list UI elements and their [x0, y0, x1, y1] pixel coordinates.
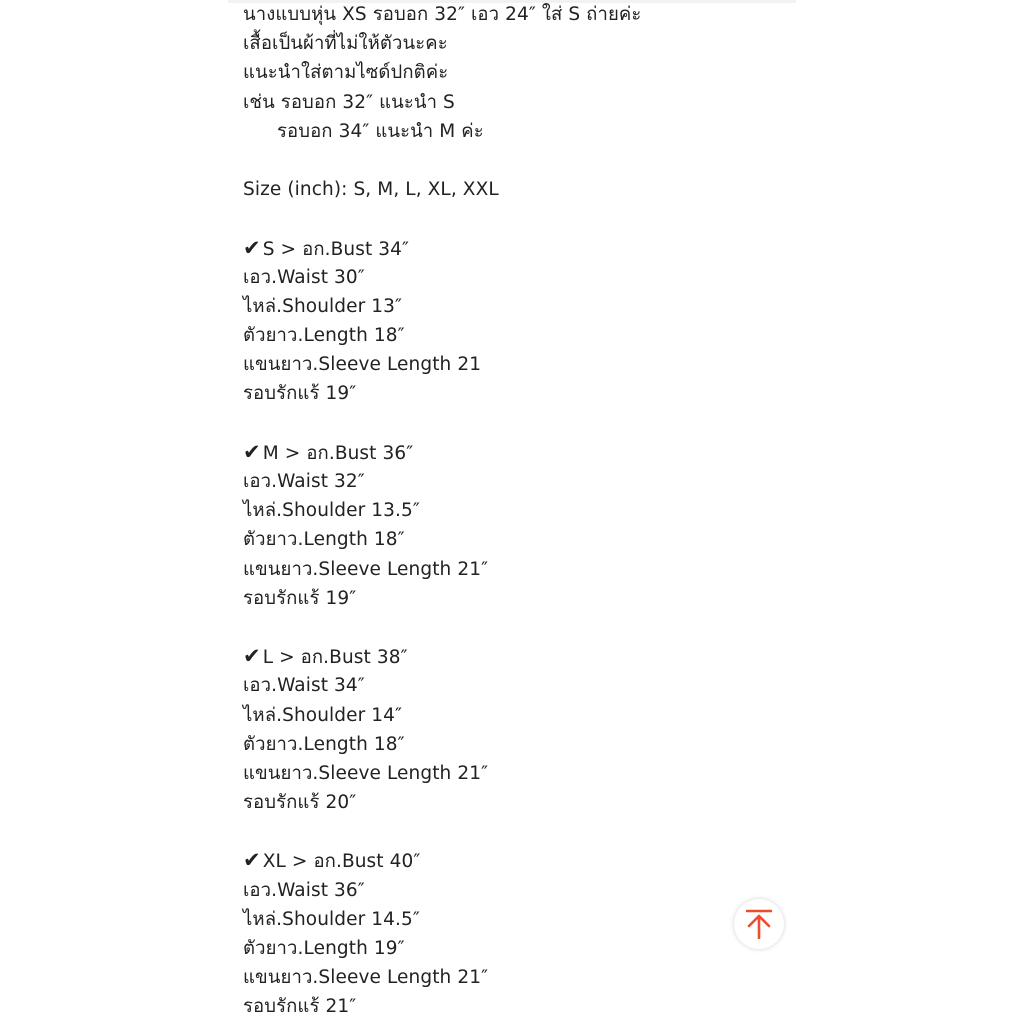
check-mark-icon: ✔ — [243, 848, 261, 873]
size-l-shoulder: ไหล่.Shoulder 14″ — [243, 704, 403, 726]
blank-line — [243, 409, 763, 438]
size-l-bust: ✔ L > อก.Bust 38″ — [243, 644, 408, 669]
size-m-shoulder: ไหล่.Shoulder 13.5″ — [243, 500, 420, 522]
size-xl-bust: ✔ XL > อก.Bust 40″ — [243, 848, 421, 873]
intro-line-fabric: เสื้อเป็นผ้าที่ไม่ให้ตัวนะคะ — [243, 33, 448, 55]
blank-line — [243, 817, 763, 846]
intro-line-example-s: เช่น รอบอก 32″ แนะนำ S — [243, 91, 455, 113]
scroll-to-top-button[interactable] — [734, 899, 784, 949]
size-s-length: ตัวยาว.Length 18″ — [243, 325, 405, 347]
arrow-up-to-top-icon — [746, 909, 772, 939]
size-list: Size (inch): S, M, L, XL, XXL — [243, 179, 499, 201]
intro-line-example-m: รอบอก 34″ แนะนำ M ค่ะ — [277, 120, 484, 142]
size-s-sleeve: แขนยาว.Sleeve Length 21 — [243, 354, 482, 376]
size-xl-armhole: รอบรักแร้ 21″ — [243, 996, 357, 1018]
size-s-armhole: รอบรักแร้ 19″ — [243, 383, 357, 405]
intro-line-recommend: แนะนำใส่ตามไซด์ปกติค่ะ — [243, 62, 449, 84]
check-mark-icon: ✔ — [243, 439, 261, 464]
size-m-length: ตัวยาว.Length 18″ — [243, 529, 405, 551]
size-xl-sleeve: แขนยาว.Sleeve Length 21″ — [243, 967, 489, 989]
size-xl-waist: เอว.Waist 36″ — [243, 879, 365, 901]
size-l-sleeve: แขนยาว.Sleeve Length 21″ — [243, 762, 489, 784]
check-mark-icon: ✔ — [243, 644, 261, 669]
size-m-sleeve: แขนยาว.Sleeve Length 21″ — [243, 558, 489, 580]
size-s-bust: ✔ S > อก.Bust 34″ — [243, 235, 410, 260]
size-xl-shoulder: ไหล่.Shoulder 14.5″ — [243, 908, 420, 930]
intro-line-model: นางแบบหุ่น XS รอบอก 32″ เอว 24″ ใส่ S ถ่ายค่ะ — [243, 4, 642, 25]
size-l-waist: เอว.Waist 34″ — [243, 675, 365, 697]
size-m-bust: ✔ M > อก.Bust 36″ — [243, 439, 414, 464]
size-l-armhole: รอบรักแร้ 20″ — [243, 792, 357, 814]
size-s-shoulder: ไหล่.Shoulder 13″ — [243, 295, 403, 317]
size-xl-length: ตัวยาว.Length 19″ — [243, 938, 405, 959]
size-s-waist: เอว.Waist 30″ — [243, 266, 365, 288]
blank-line — [243, 613, 763, 642]
size-m-armhole: รอบรักแร้ 19″ — [243, 587, 357, 609]
product-description — [243, 0, 763, 1022]
size-m-waist: เอว.Waist 32″ — [243, 471, 365, 492]
check-mark-icon: ✔ — [243, 235, 261, 260]
blank-line — [243, 146, 763, 175]
size-l-length: ตัวยาว.Length 18″ — [243, 733, 405, 755]
blank-line — [243, 204, 763, 233]
